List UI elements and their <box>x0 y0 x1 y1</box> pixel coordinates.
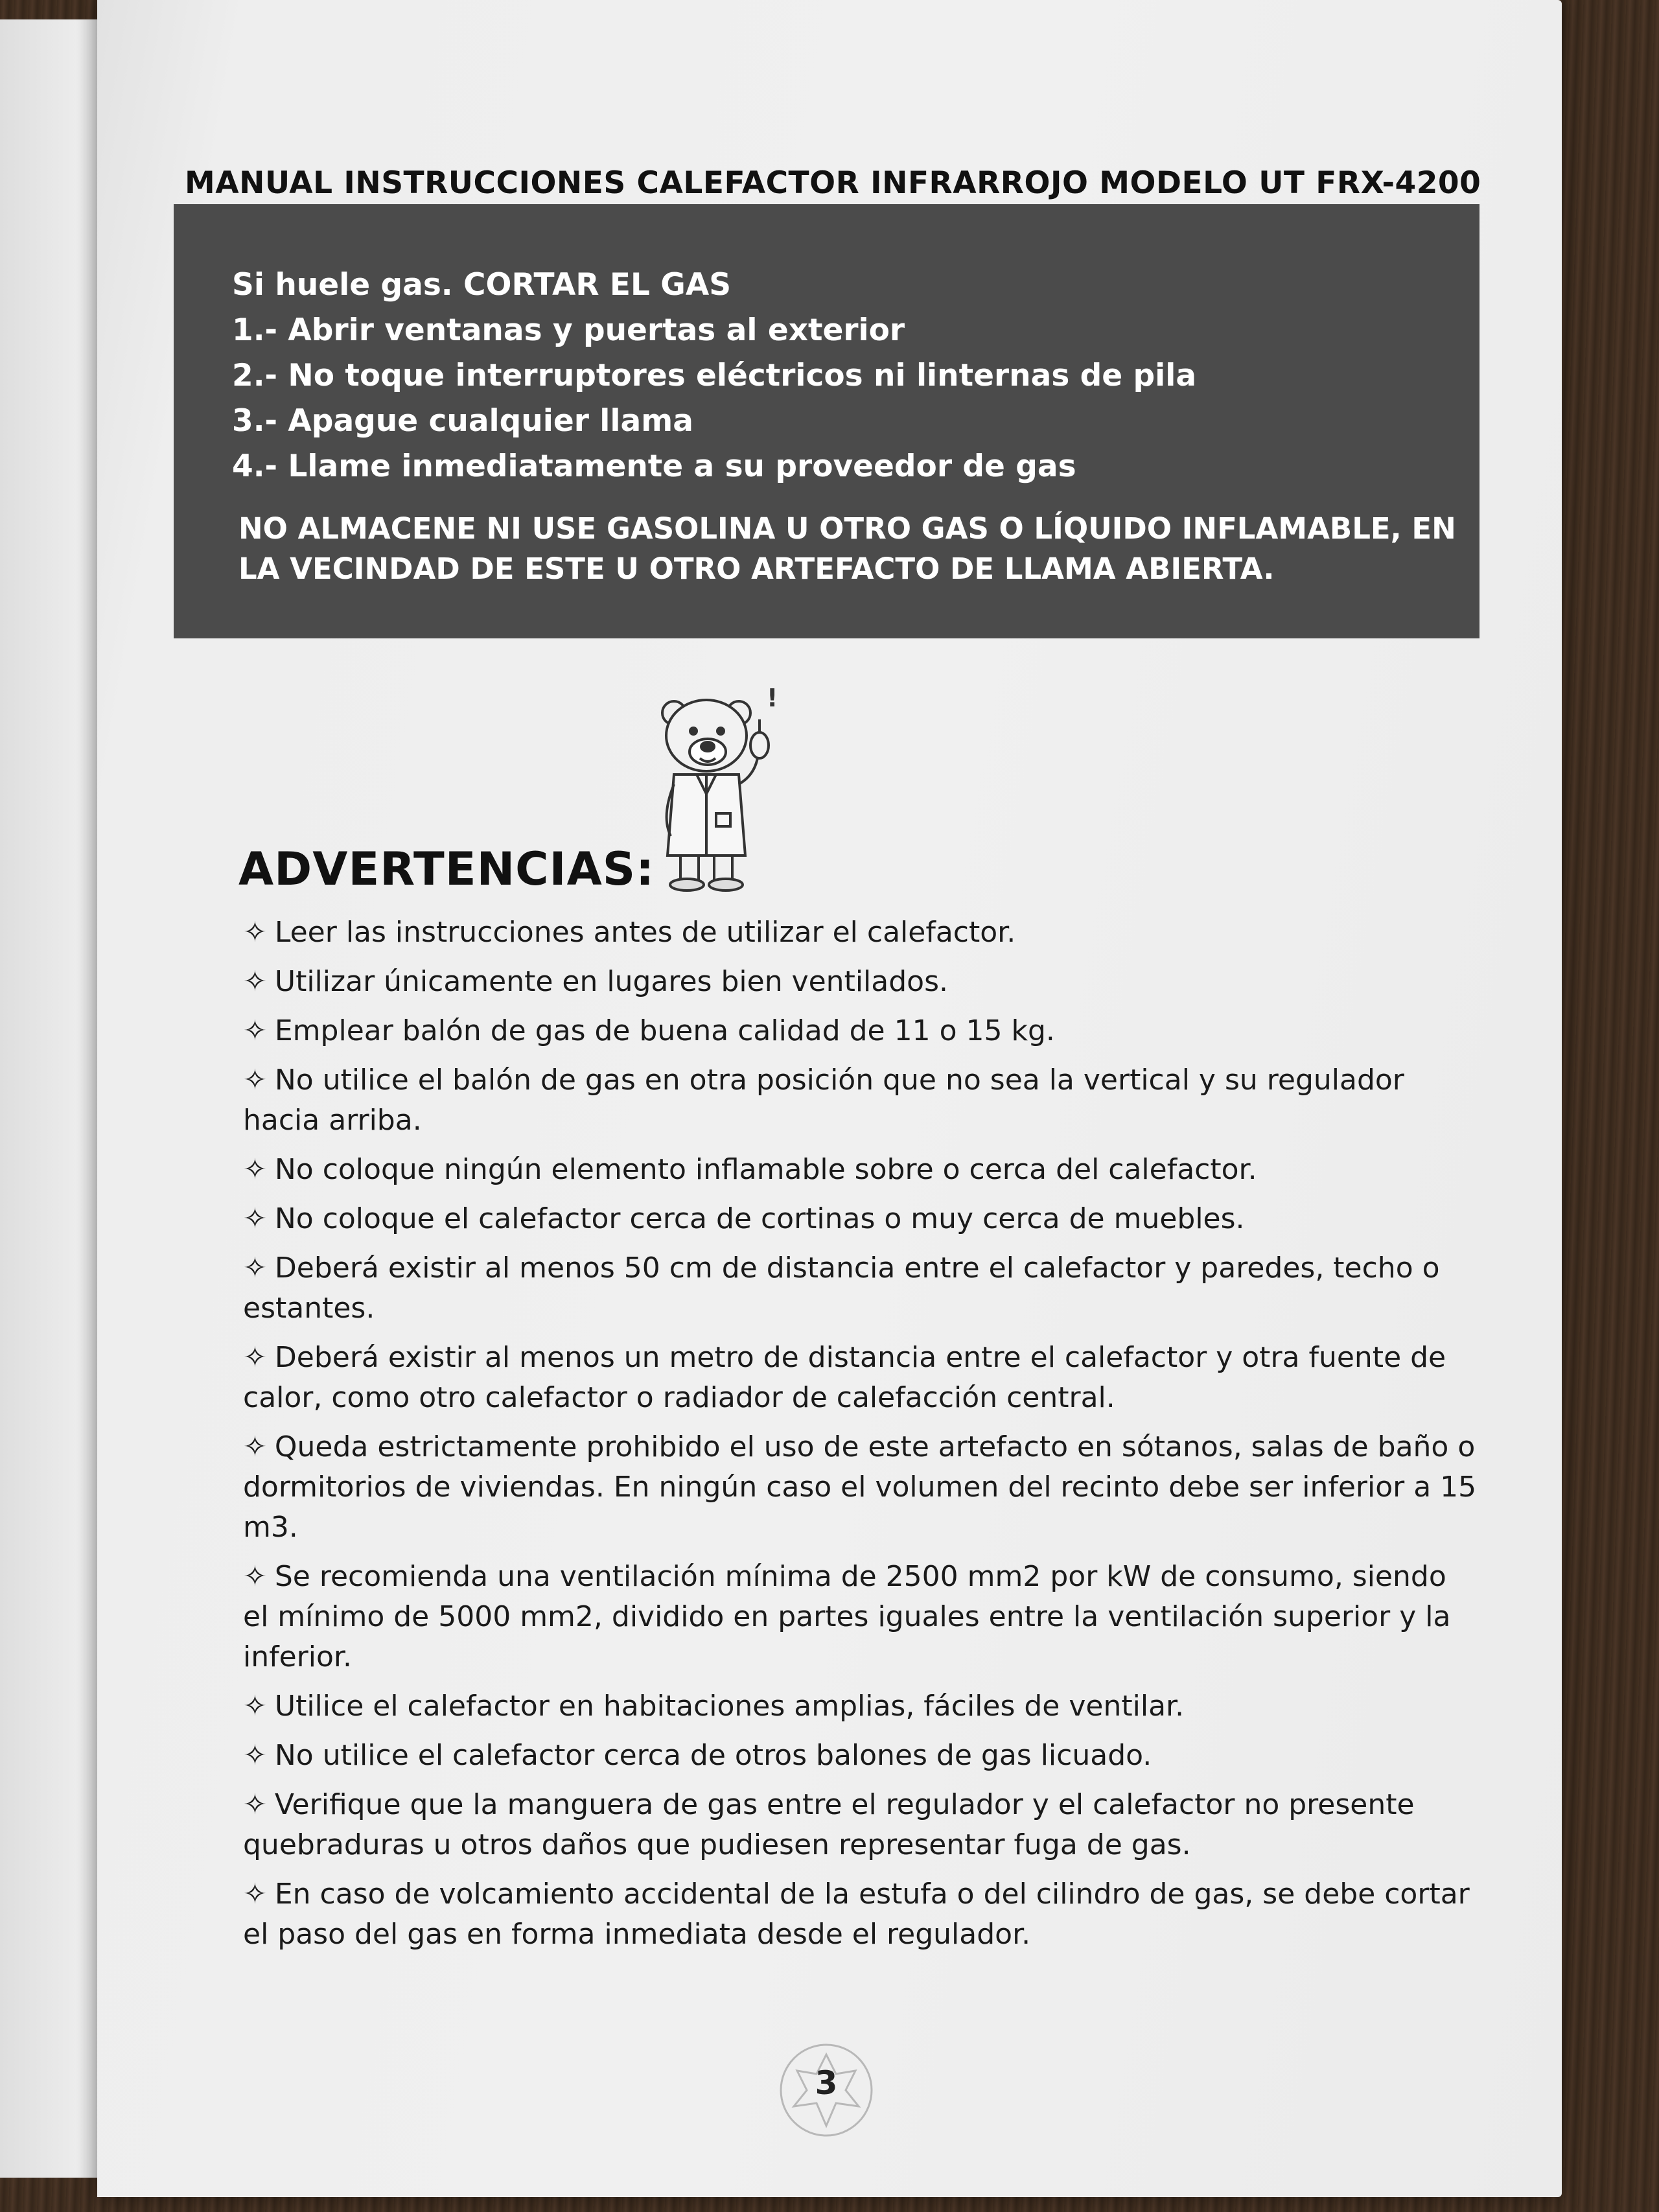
warning-item <box>243 1011 1478 1051</box>
facing-page-edge <box>0 19 110 2178</box>
gas-line: Si huele gas. CORTAR EL GAS <box>232 267 732 303</box>
warning-text: En caso de volcamiento accidental de la estufa o del cilindro de gas, se debe cortar el paso del gas en forma inmediata desde el regulador. <box>243 1878 1470 1951</box>
bear-scientist-illustration <box>648 687 797 894</box>
sparkle-bullet-icon: ✧ <box>243 1690 267 1723</box>
warning-text: No coloque el calefactor cerca de cortinas o muy cerca de muebles. <box>274 1202 1245 1235</box>
warning-text: Leer las instrucciones antes de utilizar el calefactor. <box>274 916 1016 949</box>
warning-item <box>243 1557 1478 1677</box>
sparkle-bullet-icon: ✧ <box>243 1560 267 1593</box>
warning-item <box>243 1874 1478 1955</box>
warning-item <box>243 962 1478 1002</box>
gas-line: 2.- No toque interruptores eléctricos ni linternas de pila <box>232 358 1197 393</box>
sparkle-bullet-icon: ✧ <box>243 1788 267 1821</box>
gas-line: 1.- Abrir ventanas y puertas al exterior <box>232 312 905 348</box>
sparkle-bullet-icon: ✧ <box>243 1878 267 1911</box>
warning-text: Deberá existir al menos un metro de distancia entre el calefactor y otra fuente de calor, como otro calefactor o radiador de calefacción central. <box>243 1341 1446 1414</box>
warning-text: Utilizar únicamente en lugares bien ventilados. <box>274 965 948 998</box>
warning-item <box>243 1338 1478 1418</box>
sparkle-bullet-icon: ✧ <box>243 1014 267 1047</box>
warning-item <box>243 1736 1478 1776</box>
warning-item <box>243 1686 1478 1727</box>
warning-item <box>243 1785 1478 1865</box>
sparkle-bullet-icon: ✧ <box>243 1252 267 1285</box>
warning-text: Verifique que la manguera de gas entre el regulador y el calefactor no presente quebraduras u otros daños que pudiesen representar fuga de gas. <box>243 1788 1415 1861</box>
gas-line: 4.- Llame inmediatamente a su proveedor de gas <box>232 448 1076 484</box>
sparkle-bullet-icon: ✧ <box>243 1430 267 1463</box>
sparkle-bullet-icon: ✧ <box>243 1064 267 1097</box>
warning-item <box>243 1060 1478 1141</box>
gas-instructions <box>232 262 1196 489</box>
warning-item <box>243 1150 1478 1190</box>
warning-text: No utilice el balón de gas en otra posición que no sea la vertical y su regulador hacia arriba. <box>243 1064 1404 1137</box>
warning-text: Queda estrictamente prohibido el uso de este artefacto en sótanos, salas de baño o dormitorios de viviendas. En ningún caso el volumen del recinto debe ser inferior a 15 m3. <box>243 1430 1477 1544</box>
gas-line: 3.- Apague cualquier llama <box>232 403 693 439</box>
warning-item <box>243 1248 1478 1329</box>
page-number: 3 <box>815 2064 838 2102</box>
warning-item <box>243 1199 1478 1239</box>
warning-item <box>243 913 1478 953</box>
warning-text: Utilice el calefactor en habitaciones amplias, fáciles de ventilar. <box>274 1690 1185 1723</box>
warnings-heading: ADVERTENCIAS: <box>238 843 655 896</box>
flammable-warning: NO ALMACENE NI USE GASOLINA U OTRO GAS O LÍQUIDO INFLAMABLE, EN LA VECINDAD DE ESTE U OTRO ARTEFACTO DE LLAMA ABIERTA. <box>238 511 1456 586</box>
warning-text: No coloque ningún elemento inflamable sobre o cerca del calefactor. <box>274 1153 1257 1186</box>
sparkle-bullet-icon: ✧ <box>243 1341 267 1374</box>
warning-text: Emplear balón de gas de buena calidad de 11 o 15 kg. <box>274 1014 1055 1047</box>
svg-text:!: ! <box>767 687 778 712</box>
sparkle-bullet-icon: ✧ <box>243 1153 267 1186</box>
warning-text: Se recomienda una ventilación mínima de 2500 mm2 por kW de consumo, siendo el mínimo de 5000 mm2, dividido en partes iguales entre la ventilación superior y la inferior. <box>243 1560 1451 1673</box>
warning-text: No utilice el calefactor cerca de otros balones de gas licuado. <box>274 1739 1152 1772</box>
sparkle-bullet-icon: ✧ <box>243 916 267 949</box>
sparkle-bullet-icon: ✧ <box>243 1739 267 1772</box>
manual-title: MANUAL INSTRUCCIONES CALEFACTOR INFRARROJO MODELO UT FRX-4200 <box>185 165 1481 201</box>
warnings-list <box>243 913 1478 1964</box>
warning-text: Deberá existir al menos 50 cm de distancia entre el calefactor y paredes, techo o estantes. <box>243 1252 1440 1325</box>
warning-item <box>243 1427 1478 1548</box>
sparkle-bullet-icon: ✧ <box>243 1202 267 1235</box>
gas-safety-box <box>174 204 1479 638</box>
sparkle-bullet-icon: ✧ <box>243 965 267 998</box>
